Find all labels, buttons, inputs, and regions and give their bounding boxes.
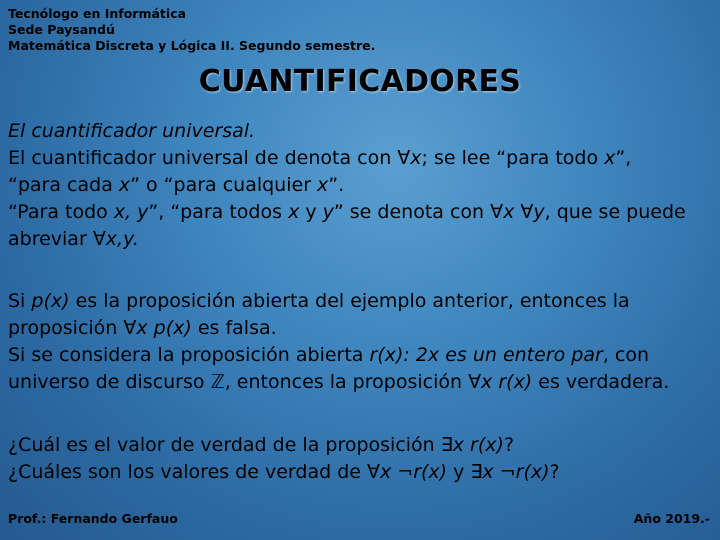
- math-run: ∀x: [397, 147, 422, 169]
- text-run: Si: [8, 290, 32, 312]
- text-run: Si se considera la proposición abierta: [8, 344, 370, 366]
- math-run: ∀x r(x): [468, 371, 533, 393]
- universal-quantifier-section: [8, 118, 714, 253]
- header-line-1: Tecnólogo en Informática: [8, 6, 187, 21]
- paragraph-line: [8, 315, 714, 342]
- math-run: x, y: [113, 201, 149, 223]
- paragraph-line: [8, 369, 714, 396]
- text-run: es la proposición abierta del ejemplo anterior, entonces la: [69, 290, 630, 312]
- slide-title: CUANTIFICADORES: [198, 64, 522, 99]
- text-run: “para cada: [8, 174, 119, 196]
- text-run: ; se lee “para todo: [421, 147, 605, 169]
- math-run: x: [604, 147, 616, 169]
- text-run: es verdadera.: [532, 371, 670, 393]
- text-run: proposición: [8, 317, 124, 339]
- heading-text: El cuantificador universal.: [8, 120, 256, 142]
- integers-symbol: ℤ: [210, 371, 225, 393]
- question-line: [8, 459, 714, 486]
- footer-year: Año 2019.-: [633, 511, 710, 526]
- paragraph-line: [8, 199, 714, 226]
- text-run: , entonces la proposición: [224, 371, 469, 393]
- text-run: , con: [602, 344, 650, 366]
- text-run: El cuantificador universal de denota con: [8, 147, 398, 169]
- math-run: r(x): 2x es un entero par: [369, 344, 603, 366]
- questions-section: [8, 432, 714, 486]
- header-line-3: Matemática Discreta y Lógica II. Segundo semestre.: [8, 38, 376, 53]
- text-run: ” se denota con: [333, 201, 491, 223]
- math-run: y: [322, 201, 334, 223]
- text-run: “Para todo: [8, 201, 114, 223]
- course-header: [8, 6, 375, 54]
- text-run: universo de discurso: [8, 371, 211, 393]
- text-run: ”,: [615, 147, 632, 169]
- section-heading: [8, 118, 714, 145]
- text-run: ?: [503, 434, 515, 456]
- example-section: [8, 288, 714, 396]
- math-run: x: [317, 174, 329, 196]
- paragraph-line: [8, 172, 714, 199]
- math-run: p(x): [31, 290, 70, 312]
- paragraph-line: [8, 226, 714, 253]
- math-run: ∀x,y.: [92, 228, 139, 250]
- math-run: ∃x ¬r(x): [470, 461, 550, 483]
- paragraph-line: [8, 145, 714, 172]
- header-line-2: Sede Paysandú: [8, 22, 115, 37]
- text-run: ”.: [328, 174, 345, 196]
- text-run: ” o “para cualquier: [130, 174, 318, 196]
- math-run: ∀x ¬r(x): [367, 461, 448, 483]
- text-run: abreviar: [8, 228, 93, 250]
- math-run: ∃x r(x): [440, 434, 504, 456]
- footer-author: Prof.: Fernando Gerfauo: [8, 511, 178, 526]
- math-run: x: [288, 201, 300, 223]
- math-run: ∀x ∀y: [490, 201, 545, 223]
- paragraph-line: [8, 342, 714, 369]
- text-run: ”, “para todos: [148, 201, 289, 223]
- text-run: ¿Cuál es el valor de verdad de la proposición: [8, 434, 441, 456]
- text-run: , que se puede: [544, 201, 686, 223]
- question-line: [8, 432, 714, 459]
- paragraph-line: [8, 288, 714, 315]
- text-run: es falsa.: [191, 317, 277, 339]
- math-run: ∀x p(x): [123, 317, 192, 339]
- math-run: x: [118, 174, 131, 196]
- text-run: y: [299, 201, 323, 223]
- text-run: ¿Cuáles son los valores de verdad de: [8, 461, 367, 483]
- text-run: ?: [549, 461, 560, 483]
- text-run: y: [447, 461, 471, 483]
